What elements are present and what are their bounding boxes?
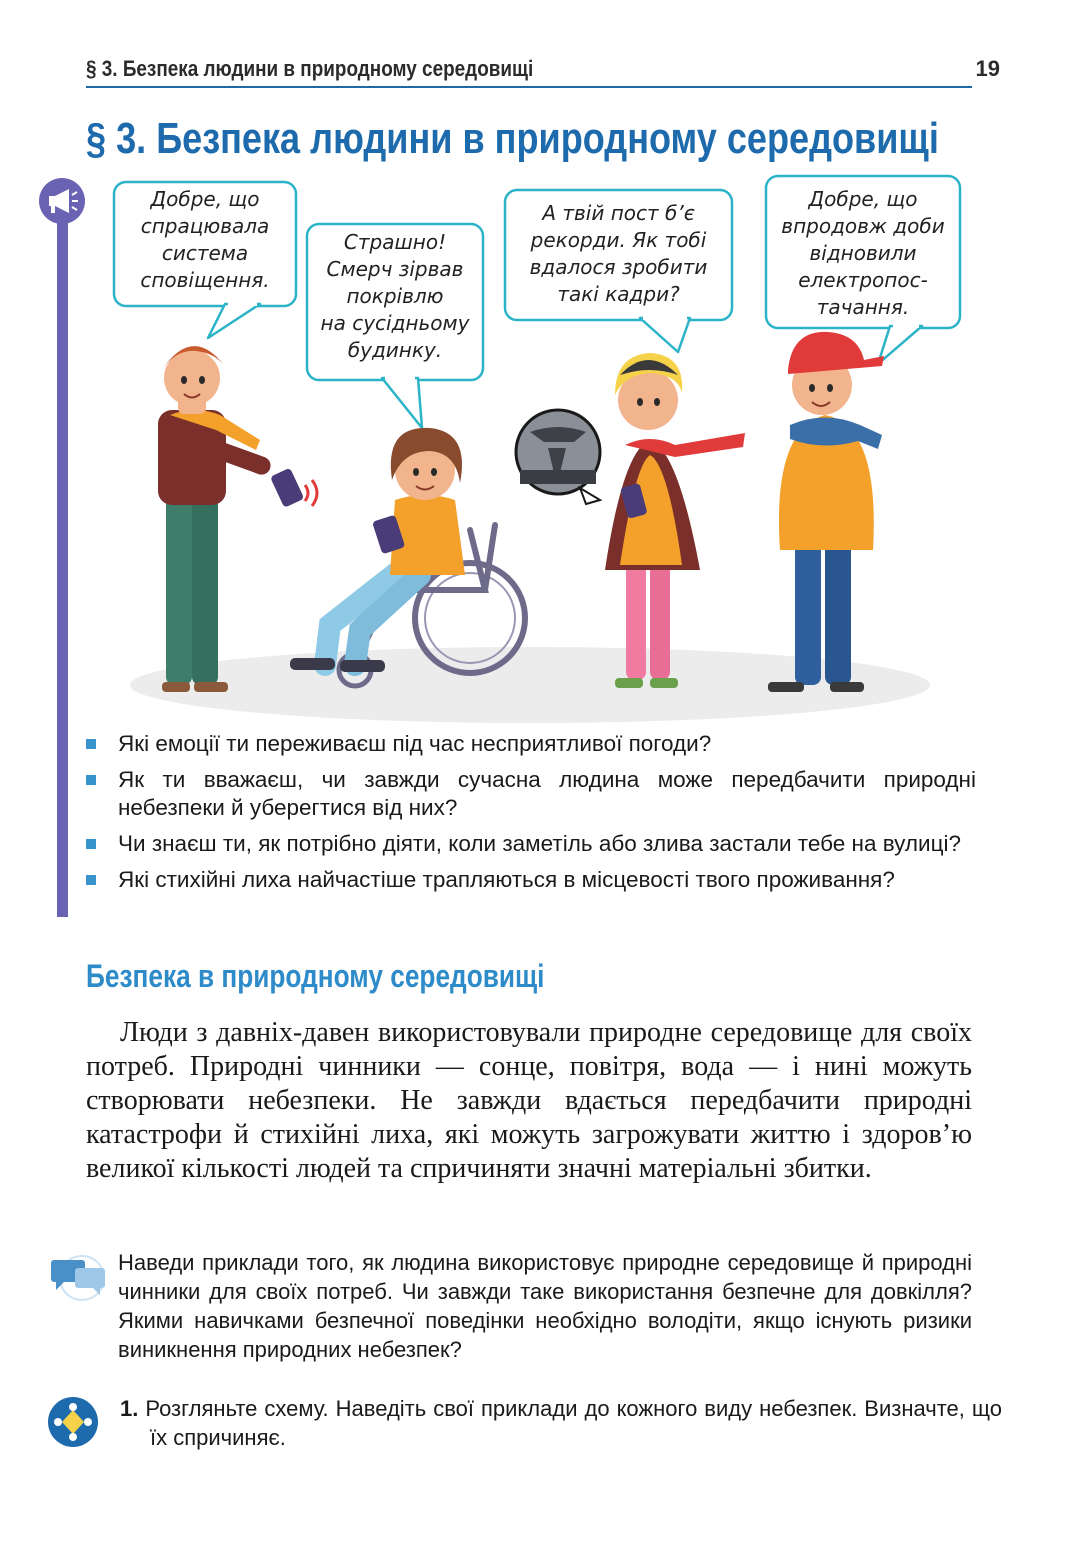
- running-title: § 3. Безпека людини в природному середовищі: [86, 56, 534, 81]
- task-text: [120, 1394, 1002, 1452]
- megaphone-icon: [39, 178, 85, 224]
- bullet-square-icon: [86, 775, 96, 785]
- speech-bubble-1-text: Добре, що спрацювала система сповіщення.: [140, 187, 270, 292]
- list-item: Які стихійні лиха найчастіше трапляються в місцевості твого проживання?: [86, 866, 976, 894]
- task-number: 1.: [120, 1396, 139, 1421]
- side-bar: [57, 205, 68, 917]
- body-paragraph: Люди з давніх-давен використовували природне середовище для своїх потреб. Природні чинники — сонце, повітря, вода — і нині можуть створювати небезпеки. Не завжди вдається передбачити природні катастрофи й стихійні лиха, які можуть загрожувати життю і здоров’ю великої кількості людей та спричиняти значні матеріальні збитки.: [86, 1017, 972, 1184]
- bullet-square-icon: [86, 839, 96, 849]
- page-number: 19: [975, 56, 1000, 81]
- speech-bubble-3-text: А твій пост б’є рекорди. Як тобі вдалося зробити такі кадри?: [529, 201, 708, 306]
- bullet-square-icon: [86, 739, 96, 749]
- task-body: Розгляньте схему. Наведіть свої приклади до кожного виду небезпек. Визначте, що їх спричиняє.: [145, 1396, 1002, 1450]
- running-header: [86, 56, 972, 88]
- girl-with-scarf: [605, 353, 745, 688]
- speech-bubble-4-text: Добре, що впродовж доби відновили електропос- тачання.: [781, 187, 945, 319]
- bullet-square-icon: [86, 875, 96, 885]
- section-heading: Безпека в природному середовищі: [86, 958, 545, 994]
- boy-with-tablet: [158, 346, 317, 692]
- group-task-icon: [47, 1396, 99, 1448]
- question-list: [86, 730, 976, 902]
- discussion-text: Наведи приклади того, як людина використовує природне середовище й природні чинники для своїх потреб. Чи завжди таке використання безпечне для довкілля? Якими навичками безпечної поведінки необхідно володіти, якщо існують ризики виникнення природних небезпек?: [118, 1250, 972, 1362]
- list-item: Які емоції ти переживаєш під час несприятливої погоди?: [86, 730, 976, 758]
- list-item: Чи знаєш ти, як потрібно діяти, коли заметіль або злива застали тебе на вулиці?: [86, 830, 976, 858]
- illustration-scene: [100, 170, 980, 730]
- tornado-image: [516, 410, 600, 504]
- speech-bubbles-icon: [50, 1252, 108, 1302]
- boy-with-cap: [768, 332, 884, 692]
- page-title: § 3. Безпека людини в природному середовищі: [86, 114, 939, 163]
- list-item: Як ти вважаєш, чи завжди сучасна людина може передбачити природні небезпеки й уберегтися від них?: [86, 766, 976, 822]
- speech-bubble-2-text: Страшно! Смерч зірвав покрівлю на сусідньому будинку.: [320, 230, 470, 362]
